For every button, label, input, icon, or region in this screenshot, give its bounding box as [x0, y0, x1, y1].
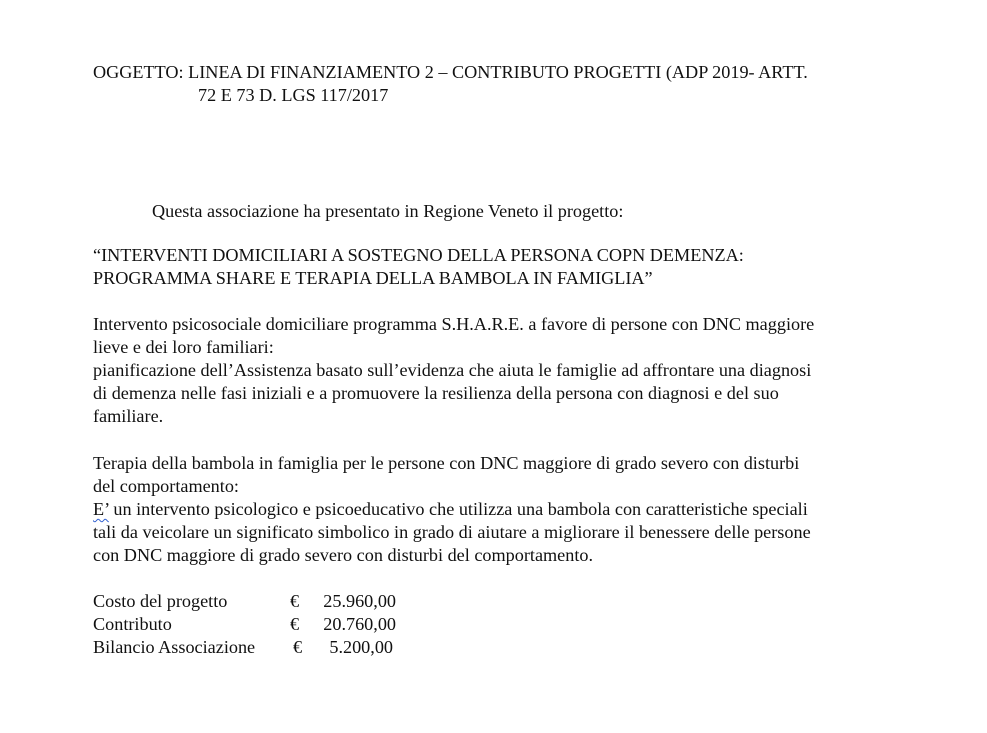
project-title-line-2: PROGRAMMA SHARE E TERAPIA DELLA BAMBOLA IN FAMIGLIA” — [93, 268, 653, 288]
cost-label: Contributo — [93, 614, 172, 634]
project-title-line-1: “INTERVENTI DOMICILIARI A SOSTEGNO DELLA PERSONA COPN DEMENZA: — [93, 245, 744, 265]
euro-symbol: € — [293, 637, 303, 657]
share-line-3: pianificazione dell’Assistenza basato sull’evidenza che aiuta le famiglie ad affrontare una diagnosi — [93, 360, 812, 380]
share-line-1: Intervento psicosociale domiciliare programma S.H.A.R.E. a favore di persone con DNC maggiore — [93, 314, 815, 334]
intro-paragraph: Questa associazione ha presentato in Regione Veneto il progetto: — [152, 201, 624, 221]
share-line-2: lieve e dei loro familiari: — [93, 337, 274, 357]
subject-line-1: OGGETTO: LINEA DI FINANZIAMENTO 2 – CONTRIBUTO PROGETTI (ADP 2019- ARTT. — [93, 62, 808, 82]
doll-line-5: con DNC maggiore di grado severo con disturbi del comportamento. — [93, 545, 594, 565]
spellcheck-word: E’ — [93, 499, 109, 519]
cost-row-balance — [93, 636, 413, 659]
share-line-5: familiare. — [93, 406, 164, 426]
cost-label: Bilancio Associazione — [93, 637, 256, 657]
doll-line-3-text: un intervento psicologico e psicoeducativo che utilizza una bambola con caratteristiche speciali — [108, 499, 808, 519]
subject-line-2: 72 E 73 D. LGS 117/2017 — [198, 85, 389, 105]
cost-label: Costo del progetto — [93, 591, 228, 611]
doll-line-1: Terapia della bambola in famiglia per le persone con DNC maggiore di grado severo con disturbi — [93, 453, 800, 473]
cost-value: 20.760,00 — [323, 614, 396, 634]
cost-row-project — [93, 590, 413, 613]
euro-symbol: € — [290, 614, 300, 634]
euro-symbol: € — [290, 591, 300, 611]
doll-line-3 — [93, 498, 808, 521]
cost-value: 5.200,00 — [329, 637, 393, 657]
doll-line-4: tali da veicolare un significato simbolico in grado di aiutare a migliorare il benessere delle persone — [93, 522, 811, 542]
share-line-4: di demenza nelle fasi iniziali e a promuovere la resilienza della persona con diagnosi e del suo — [93, 383, 779, 403]
cost-value: 25.960,00 — [323, 591, 396, 611]
doll-line-2: del comportamento: — [93, 476, 239, 496]
cost-row-contribution — [93, 613, 413, 636]
